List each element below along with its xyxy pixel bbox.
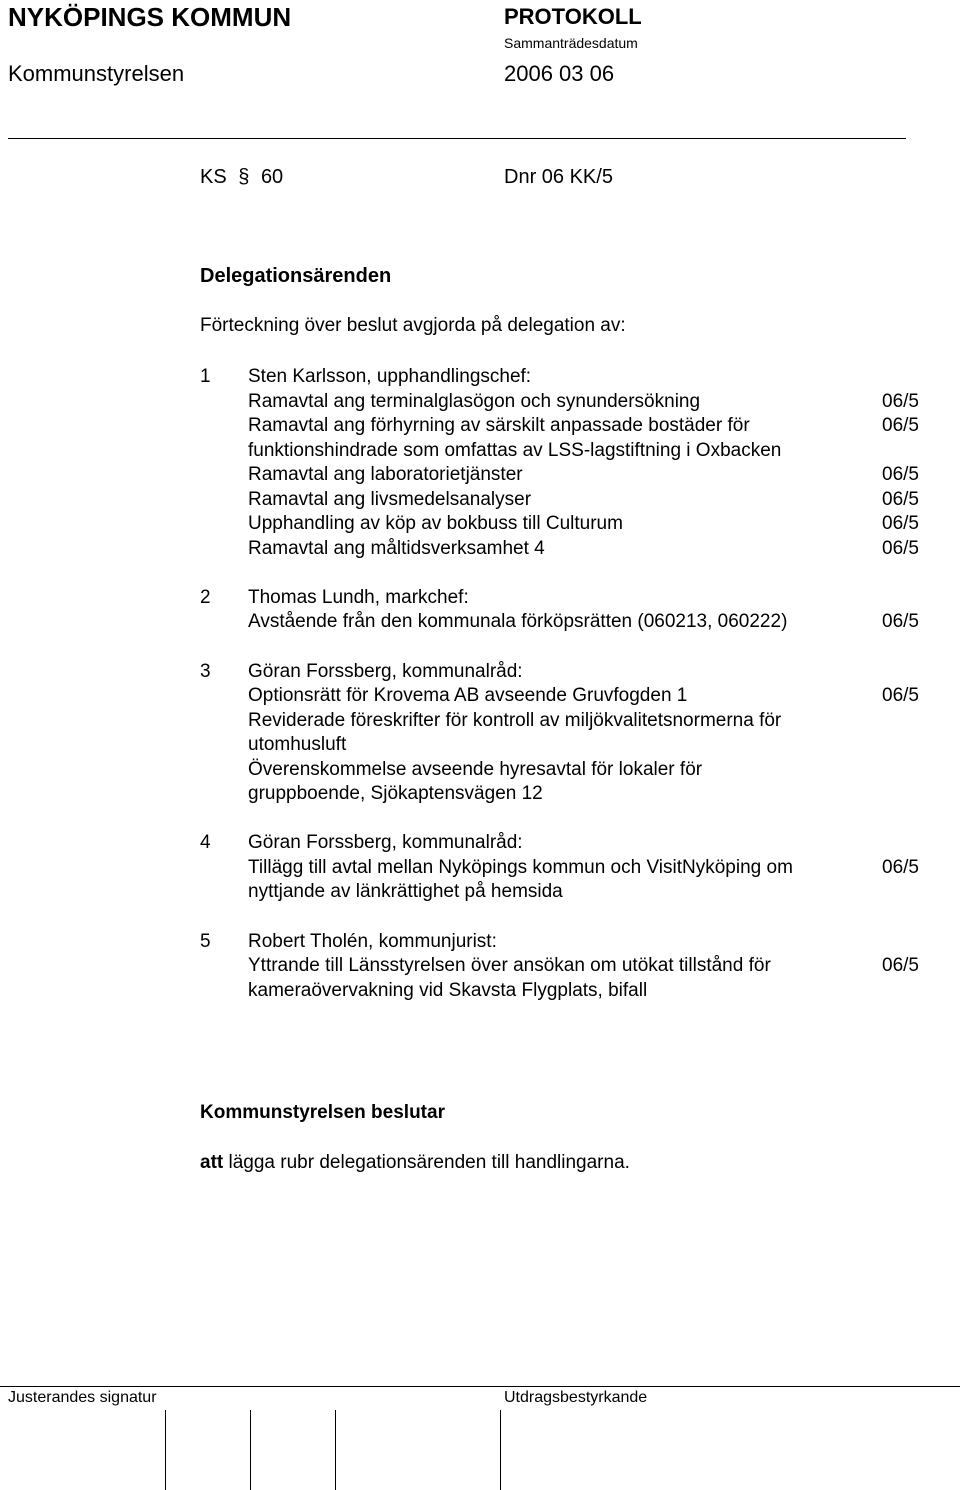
section-sign: § [238,166,250,188]
item-number: 3 [200,661,211,682]
decision-ref: 06/5 [882,513,919,534]
decision-heading: Kommunstyrelsen beslutar [200,1102,445,1123]
decision-line: gruppboende, Sjökaptensvägen 12 [248,783,543,804]
decision-line: Ramavtal ang livsmedelsanalyser [248,489,532,510]
decision-text [200,1152,630,1174]
intro-text: Förteckning över beslut avgjorda på delegation av: [200,315,626,336]
meeting-date-label: Sammanträdesdatum [504,35,638,51]
decision-ref: 06/5 [882,685,919,706]
decision-ref: 06/5 [882,464,919,485]
decision-keyword: att [200,1152,224,1173]
decision-ref: 06/5 [882,538,919,559]
item-delegate: Göran Forssberg, kommunalråd: [248,661,523,682]
decision-line: Yttrande till Länsstyrelsen över ansökan om utökat tillstånd för [248,955,771,976]
meeting-date: 2006 03 06 [504,61,615,86]
organization-name: NYKÖPINGS KOMMUN [8,2,292,32]
decision-line: Tillägg till avtal mellan Nyköpings kommun och VisitNyköping om [248,857,793,878]
item-delegate: Göran Forssberg, kommunalråd: [248,832,523,853]
decision-line: Ramavtal ang laboratorietjänster [248,464,523,485]
section-reference [200,166,283,189]
decision-line: Reviderade föreskrifter för kontroll av miljökvalitetsnormerna för [248,710,782,731]
decision-line: Överenskommelse avseende hyresavtal för lokaler för [248,759,703,780]
signature-box-divider [250,1410,251,1490]
decision-line: utomhusluft [248,734,347,755]
decision-ref: 06/5 [882,611,919,632]
decision-line: Ramavtal ang förhyrning av särskilt anpassade bostäder för [248,415,750,436]
item-number: 1 [200,366,211,387]
footer-divider [0,1386,960,1387]
decision-ref: 06/5 [882,415,919,436]
decision-ref: 06/5 [882,391,919,412]
governing-body: Kommunstyrelsen [8,61,185,86]
decision-line: Ramavtal ang terminalglasögon och synundersökning [248,391,701,412]
item-number: 4 [200,832,211,853]
document-title: Delegationsärenden [200,265,392,287]
signature-box-divider [165,1410,166,1490]
decision-line: funktionshindrade som omfattas av LSS-lagstiftning i Oxbacken [248,440,782,461]
item-number: 5 [200,931,211,952]
decision-ref: 06/5 [882,955,919,976]
diary-number: Dnr 06 KK/5 [504,166,613,188]
section-number: 60 [260,166,284,188]
signature-box-divider [335,1410,336,1490]
header-divider [8,138,906,139]
decision-line: Optionsrätt för Krovema AB avseende Gruvfogden 1 [248,685,688,706]
decision-ref: 06/5 [882,857,919,878]
item-number: 2 [200,587,211,608]
item-delegate: Robert Tholén, kommunjurist: [248,931,497,952]
decision-line: kameraövervakning vid Skavsta Flygplats, bifall [248,980,648,1001]
decision-ref: 06/5 [882,489,919,510]
decision-line: nyttjande av länkrättighet på hemsida [248,881,563,902]
section-prefix: KS [200,166,227,188]
document-type: PROTOKOLL [504,4,642,29]
decision-line: Avstående från den kommunala förköpsrätten (060213, 060222) [248,611,788,632]
signature-box-divider [500,1410,501,1490]
decision-line: Ramavtal ang måltidsverksamhet 4 [248,538,545,559]
decision-line: Upphandling av köp av bokbuss till Culturum [248,513,623,534]
signature-label: Justerandes signatur [8,1389,157,1406]
decision-body: lägga rubr delegationsärenden till handlingarna. [223,1152,630,1173]
item-delegate: Thomas Lundh, markchef: [248,587,469,608]
extract-certification-label: Utdragsbestyrkande [504,1389,648,1406]
item-delegate: Sten Karlsson, upphandlingschef: [248,366,532,387]
